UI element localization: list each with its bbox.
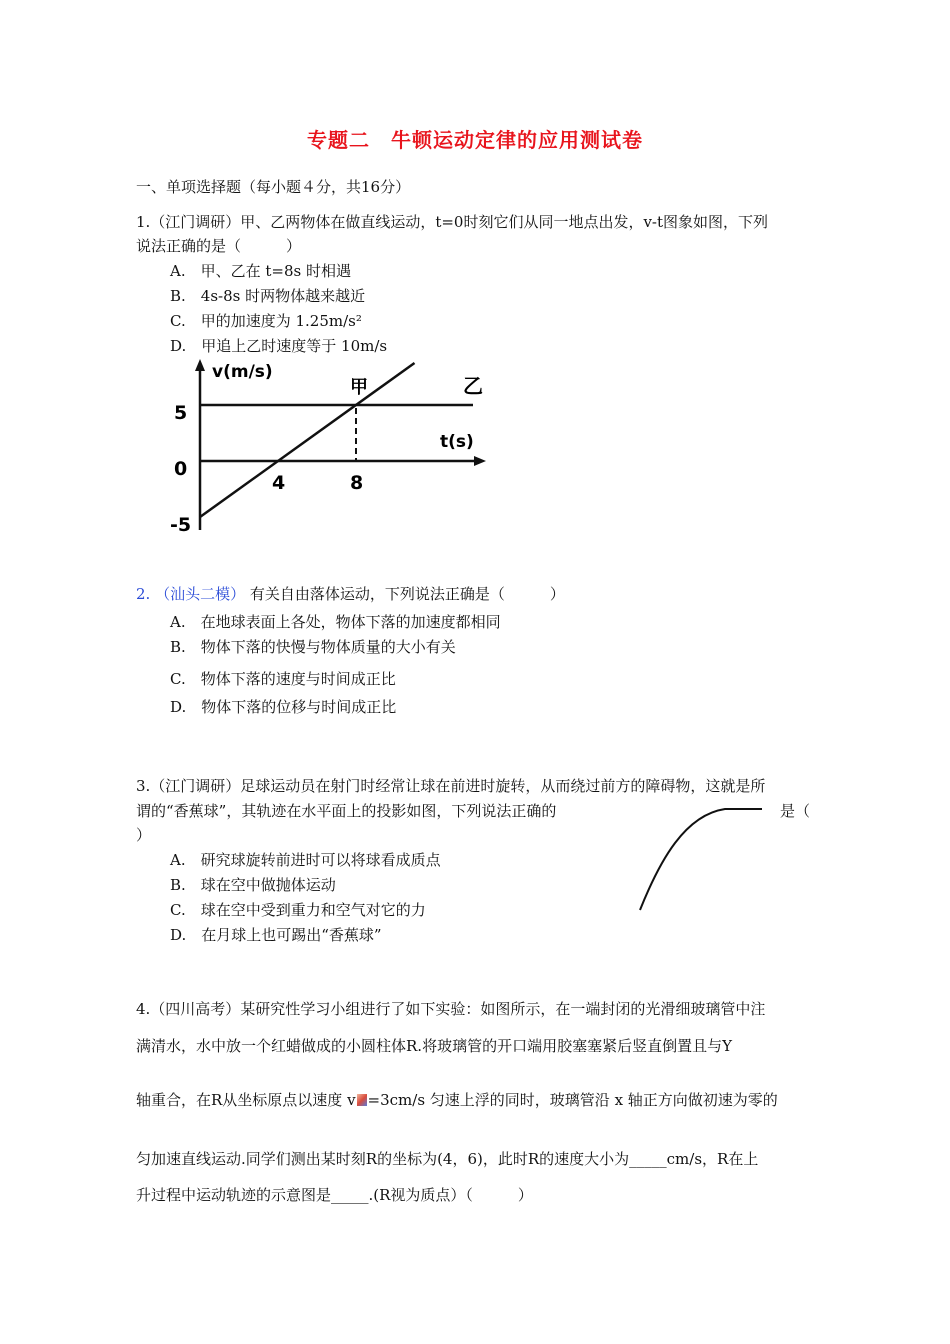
- q3-stem-line3: ）: [136, 826, 152, 844]
- q3-stem-line1: 3.（江门调研）足球运动员在射门时经常让球在前进时旋转，从而绕过前方的障碍物，这就是所: [136, 777, 766, 795]
- y-axis-arrow: [195, 359, 205, 371]
- q4-stem-line5: 升过程中运动轨迹的示意图是_____.(R视为质点）（ ）: [136, 1186, 533, 1204]
- page-title: 专题二 牛顿运动定律的应用测试卷: [307, 128, 643, 152]
- q1-option-d: D. 甲追上乙时速度等于 10m/s: [170, 337, 388, 355]
- q2-option-d: D. 物体下落的位移与时间成正比: [170, 698, 397, 716]
- q4-stem-line3b: =3cm/s 匀速上浮的同时，玻璃管沿 x 轴正方向做初速为零的: [367, 1091, 778, 1109]
- q4-stem-line1: 4.（四川高考）某研究性学习小组进行了如下实验：如图所示，在一端封闭的光滑细玻璃管中注: [136, 1000, 766, 1018]
- x-tick-label-8: 8: [350, 472, 364, 494]
- q2-option-b: B. 物体下落的快慢与物体质量的大小有关: [170, 638, 456, 656]
- q1-option-b: B. 4s-8s 时两物体越来越近: [170, 287, 366, 305]
- q2-source: （汕头二模）: [155, 585, 246, 603]
- q2-stem-text: 有关自由落体运动，下列说法正确是（ ）: [249, 585, 565, 603]
- q2-stem: [136, 583, 565, 605]
- series-label-jia: 甲: [350, 377, 368, 398]
- y-tick-label-5: 5: [174, 402, 188, 424]
- q3-stem-line2b: 是（: [780, 802, 811, 820]
- section-heading: 一、单项选择题（每小题４分，共16分）: [136, 178, 411, 196]
- q2-number: 2.: [136, 585, 151, 603]
- series-label-yi: 乙: [463, 374, 483, 398]
- q3-option-d: D. 在月球上也可踢出“香蕉球”: [170, 926, 382, 944]
- q4-stem-line2: 满清水，水中放一个红蜡做成的小圆柱体R.将玻璃管的开口端用胶塞塞紧后竖直倒置且与Y: [136, 1037, 732, 1055]
- banana-ball-trajectory: [630, 800, 770, 915]
- q2-option-a: A. 在地球表面上各处，物体下落的加速度都相同: [170, 613, 501, 631]
- q3-stem-line2a: 谓的“香蕉球”，其轨迹在水平面上的投影如图，下列说法正确的: [136, 802, 557, 820]
- q4-stem-line4: 匀加速直线运动.同学们测出某时刻R的坐标为(4，6)，此时R的速度大小为_____cm/s，R在上: [136, 1150, 759, 1168]
- x-tick-label-4: 4: [272, 472, 286, 494]
- embedded-image-icon: [357, 1094, 367, 1106]
- trajectory-curve: [640, 809, 762, 910]
- vt-graph: [168, 355, 508, 540]
- y-axis-label: v(m/s): [212, 362, 273, 382]
- q3-option-a: A. 研究球旋转前进时可以将球看成质点: [170, 851, 441, 869]
- q2-option-c: C. 物体下落的速度与时间成正比: [170, 670, 396, 688]
- y-tick-label-neg5: -5: [170, 514, 192, 536]
- q1-stem-line1: 1.（江门调研）甲、乙两物体在做直线运动，t=0时刻它们从同一地点出发，v-t图象如图，下列: [136, 213, 769, 231]
- series-line-jia: [200, 363, 415, 517]
- q1-option-c: C. 甲的加速度为 1.25m/s²: [170, 312, 362, 330]
- q4-stem-line3a: 轴重合，在R从坐标原点以速度 v: [136, 1091, 356, 1109]
- x-axis-label: t(s): [440, 432, 474, 452]
- q1-stem-line2: 说法正确的是（ ）: [136, 237, 302, 255]
- y-tick-label-0: 0: [174, 458, 188, 480]
- x-axis-arrow: [474, 456, 486, 466]
- q1-option-a: A. 甲、乙在 t=8s 时相遇: [170, 262, 351, 280]
- q4-stem-line3: [136, 1089, 778, 1111]
- q3-option-c: C. 球在空中受到重力和空气对它的力: [170, 901, 426, 919]
- q3-option-b: B. 球在空中做抛体运动: [170, 876, 336, 894]
